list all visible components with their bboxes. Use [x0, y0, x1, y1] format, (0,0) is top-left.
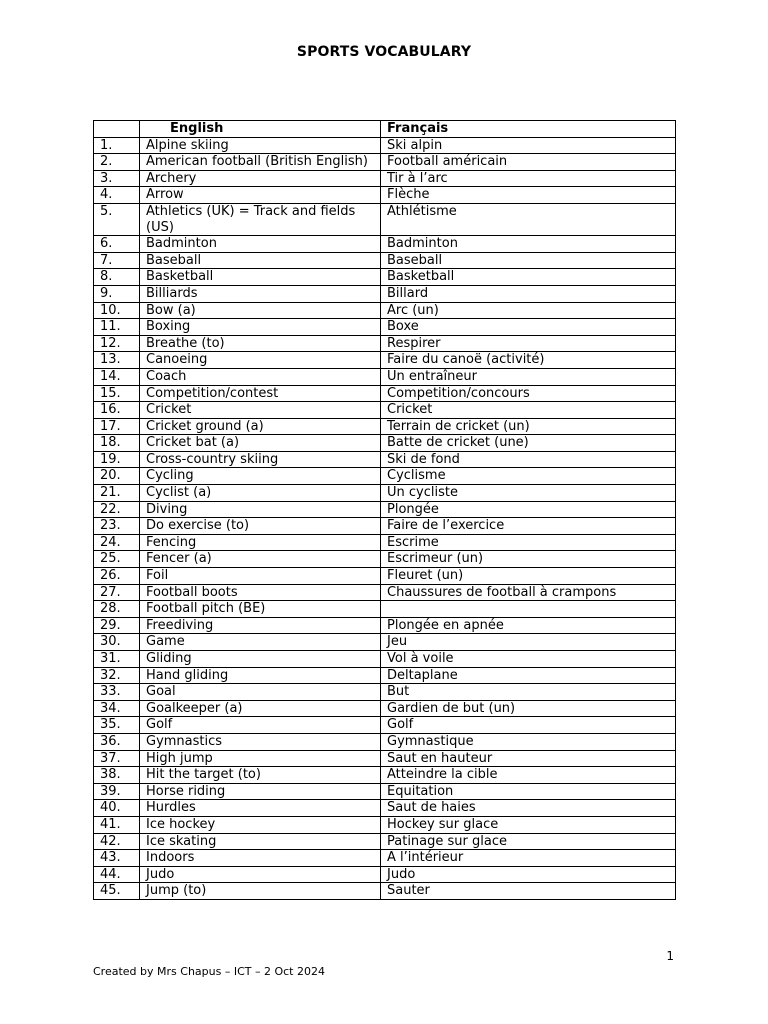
- cell-french: Ski de fond: [381, 451, 676, 468]
- cell-english: Cricket: [140, 402, 381, 419]
- table-row: [94, 236, 676, 253]
- cell-number: 36.: [94, 733, 140, 750]
- header-number: [94, 121, 140, 138]
- cell-english: Cyclist (a): [140, 485, 381, 502]
- table-row: [94, 368, 676, 385]
- table-row: [94, 137, 676, 154]
- table-row: [94, 187, 676, 204]
- cell-number: 26.: [94, 568, 140, 585]
- cell-english: Indoors: [140, 850, 381, 867]
- cell-number: 35.: [94, 717, 140, 734]
- cell-number: 6.: [94, 236, 140, 253]
- cell-french: Plongée en apnée: [381, 617, 676, 634]
- table-row: [94, 385, 676, 402]
- table-row: [94, 203, 676, 235]
- table-row: [94, 402, 676, 419]
- cell-french: Vol à voile: [381, 651, 676, 668]
- page-number: 1: [666, 949, 674, 963]
- table-row: [94, 551, 676, 568]
- cell-number: 33.: [94, 684, 140, 701]
- table-row: [94, 816, 676, 833]
- cell-number: 15.: [94, 385, 140, 402]
- cell-french: Gardien de but (un): [381, 700, 676, 717]
- cell-english: Competition/contest: [140, 385, 381, 402]
- cell-french: Hockey sur glace: [381, 816, 676, 833]
- cell-number: 7.: [94, 252, 140, 269]
- cell-french: A l’intérieur: [381, 850, 676, 867]
- table-row: [94, 352, 676, 369]
- cell-number: 40.: [94, 800, 140, 817]
- cell-french: Flèche: [381, 187, 676, 204]
- cell-number: 13.: [94, 352, 140, 369]
- cell-english: Badminton: [140, 236, 381, 253]
- cell-french: Chaussures de football à crampons: [381, 584, 676, 601]
- cell-french: Sauter: [381, 883, 676, 900]
- cell-english: Ice skating: [140, 833, 381, 850]
- table-row: [94, 584, 676, 601]
- cell-french: Tir à l’arc: [381, 170, 676, 187]
- cell-number: 38.: [94, 767, 140, 784]
- header-french: Français: [381, 121, 676, 138]
- table-row: [94, 285, 676, 302]
- page-title: SPORTS VOCABULARY: [296, 44, 472, 60]
- cell-french: Plongée: [381, 501, 676, 518]
- cell-english: Do exercise (to): [140, 518, 381, 535]
- cell-number: 14.: [94, 368, 140, 385]
- cell-french: But: [381, 684, 676, 701]
- table-row: [94, 451, 676, 468]
- cell-french: Cricket: [381, 402, 676, 419]
- cell-number: 5.: [94, 203, 140, 235]
- cell-english: Coach: [140, 368, 381, 385]
- table-row: [94, 601, 676, 618]
- cell-french: Escrime: [381, 534, 676, 551]
- cell-english: Archery: [140, 170, 381, 187]
- cell-number: 23.: [94, 518, 140, 535]
- table-row: [94, 302, 676, 319]
- cell-french: Ski alpin: [381, 137, 676, 154]
- cell-english: Cross-country skiing: [140, 451, 381, 468]
- cell-english: Hurdles: [140, 800, 381, 817]
- cell-english: Hand gliding: [140, 667, 381, 684]
- cell-french: Competition/concours: [381, 385, 676, 402]
- cell-french: Saut de haies: [381, 800, 676, 817]
- cell-english: Cycling: [140, 468, 381, 485]
- cell-french: Billard: [381, 285, 676, 302]
- table-row: [94, 800, 676, 817]
- cell-number: 18.: [94, 435, 140, 452]
- cell-french: Football américain: [381, 154, 676, 171]
- cell-french: Patinage sur glace: [381, 833, 676, 850]
- cell-number: 45.: [94, 883, 140, 900]
- table-row: [94, 485, 676, 502]
- cell-number: 17.: [94, 418, 140, 435]
- cell-english: Baseball: [140, 252, 381, 269]
- table-row: [94, 783, 676, 800]
- cell-french: Fleuret (un): [381, 568, 676, 585]
- cell-number: 34.: [94, 700, 140, 717]
- table-row: [94, 335, 676, 352]
- table-row: [94, 767, 676, 784]
- cell-french: Gymnastique: [381, 733, 676, 750]
- cell-english: Golf: [140, 717, 381, 734]
- cell-english: Fencing: [140, 534, 381, 551]
- cell-french: Baseball: [381, 252, 676, 269]
- cell-number: 9.: [94, 285, 140, 302]
- cell-french: Arc (un): [381, 302, 676, 319]
- cell-english: American football (British English): [140, 154, 381, 171]
- cell-french: Cyclisme: [381, 468, 676, 485]
- cell-number: 19.: [94, 451, 140, 468]
- vocabulary-table: [93, 120, 676, 900]
- cell-english: Fencer (a): [140, 551, 381, 568]
- table-row: [94, 833, 676, 850]
- cell-number: 11.: [94, 319, 140, 336]
- cell-english: Basketball: [140, 269, 381, 286]
- cell-number: 44.: [94, 866, 140, 883]
- cell-english: Freediving: [140, 617, 381, 634]
- cell-number: 16.: [94, 402, 140, 419]
- cell-number: 28.: [94, 601, 140, 618]
- cell-english: Goal: [140, 684, 381, 701]
- cell-french: Basketball: [381, 269, 676, 286]
- table-row: [94, 883, 676, 900]
- cell-english: Alpine skiing: [140, 137, 381, 154]
- footer-credit: Created by Mrs Chapus – ICT – 2 Oct 2024: [93, 965, 325, 978]
- table-row: [94, 319, 676, 336]
- cell-english: Boxing: [140, 319, 381, 336]
- table-body: [94, 137, 676, 899]
- cell-english: Gliding: [140, 651, 381, 668]
- cell-number: 4.: [94, 187, 140, 204]
- cell-number: 39.: [94, 783, 140, 800]
- cell-english: Athletics (UK) = Track and fields (US): [140, 203, 381, 235]
- cell-french: [381, 601, 676, 618]
- cell-number: 30.: [94, 634, 140, 651]
- cell-number: 22.: [94, 501, 140, 518]
- table-row: [94, 733, 676, 750]
- table-row: [94, 170, 676, 187]
- table-header-row: [94, 121, 676, 138]
- table-row: [94, 634, 676, 651]
- cell-number: 10.: [94, 302, 140, 319]
- table-row: [94, 617, 676, 634]
- cell-english: Billiards: [140, 285, 381, 302]
- table-row: [94, 468, 676, 485]
- cell-number: 41.: [94, 816, 140, 833]
- table-row: [94, 568, 676, 585]
- cell-number: 42.: [94, 833, 140, 850]
- cell-english: Cricket ground (a): [140, 418, 381, 435]
- cell-number: 24.: [94, 534, 140, 551]
- cell-french: Golf: [381, 717, 676, 734]
- cell-french: Judo: [381, 866, 676, 883]
- cell-number: 1.: [94, 137, 140, 154]
- table-row: [94, 700, 676, 717]
- cell-english: Breathe (to): [140, 335, 381, 352]
- cell-number: 43.: [94, 850, 140, 867]
- cell-english: Football boots: [140, 584, 381, 601]
- cell-french: Atteindre la cible: [381, 767, 676, 784]
- cell-number: 12.: [94, 335, 140, 352]
- table-row: [94, 750, 676, 767]
- cell-number: 37.: [94, 750, 140, 767]
- cell-french: Boxe: [381, 319, 676, 336]
- table-row: [94, 717, 676, 734]
- cell-english: Jump (to): [140, 883, 381, 900]
- table-row: [94, 154, 676, 171]
- table-row: [94, 866, 676, 883]
- cell-french: Terrain de cricket (un): [381, 418, 676, 435]
- cell-number: 32.: [94, 667, 140, 684]
- cell-french: Equitation: [381, 783, 676, 800]
- cell-english: Horse riding: [140, 783, 381, 800]
- table-row: [94, 534, 676, 551]
- cell-english: High jump: [140, 750, 381, 767]
- table-row: [94, 651, 676, 668]
- cell-english: Goalkeeper (a): [140, 700, 381, 717]
- cell-english: Diving: [140, 501, 381, 518]
- cell-number: 29.: [94, 617, 140, 634]
- table-row: [94, 252, 676, 269]
- table-row: [94, 667, 676, 684]
- table-row: [94, 435, 676, 452]
- cell-number: 21.: [94, 485, 140, 502]
- cell-english: Arrow: [140, 187, 381, 204]
- cell-number: 25.: [94, 551, 140, 568]
- header-english: English: [140, 121, 381, 138]
- cell-french: Faire du canoë (activité): [381, 352, 676, 369]
- cell-english: Bow (a): [140, 302, 381, 319]
- cell-french: Badminton: [381, 236, 676, 253]
- cell-number: 8.: [94, 269, 140, 286]
- table-row: [94, 518, 676, 535]
- cell-english: Canoeing: [140, 352, 381, 369]
- cell-french: Batte de cricket (une): [381, 435, 676, 452]
- cell-french: Faire de l’exercice: [381, 518, 676, 535]
- cell-french: Escrimeur (un): [381, 551, 676, 568]
- cell-french: Respirer: [381, 335, 676, 352]
- cell-english: Hit the target (to): [140, 767, 381, 784]
- cell-french: Un entraîneur: [381, 368, 676, 385]
- cell-french: Saut en hauteur: [381, 750, 676, 767]
- cell-english: Game: [140, 634, 381, 651]
- cell-number: 20.: [94, 468, 140, 485]
- cell-number: 27.: [94, 584, 140, 601]
- table-row: [94, 269, 676, 286]
- cell-english: Judo: [140, 866, 381, 883]
- table-row: [94, 418, 676, 435]
- cell-number: 31.: [94, 651, 140, 668]
- cell-english: Foil: [140, 568, 381, 585]
- table-row: [94, 850, 676, 867]
- table-row: [94, 501, 676, 518]
- cell-english: Gymnastics: [140, 733, 381, 750]
- cell-number: 2.: [94, 154, 140, 171]
- cell-french: Athlétisme: [381, 203, 676, 235]
- cell-english: Cricket bat (a): [140, 435, 381, 452]
- cell-french: Jeu: [381, 634, 676, 651]
- cell-number: 3.: [94, 170, 140, 187]
- cell-english: Football pitch (BE): [140, 601, 381, 618]
- cell-french: Un cycliste: [381, 485, 676, 502]
- table-row: [94, 684, 676, 701]
- cell-french: Deltaplane: [381, 667, 676, 684]
- cell-english: Ice hockey: [140, 816, 381, 833]
